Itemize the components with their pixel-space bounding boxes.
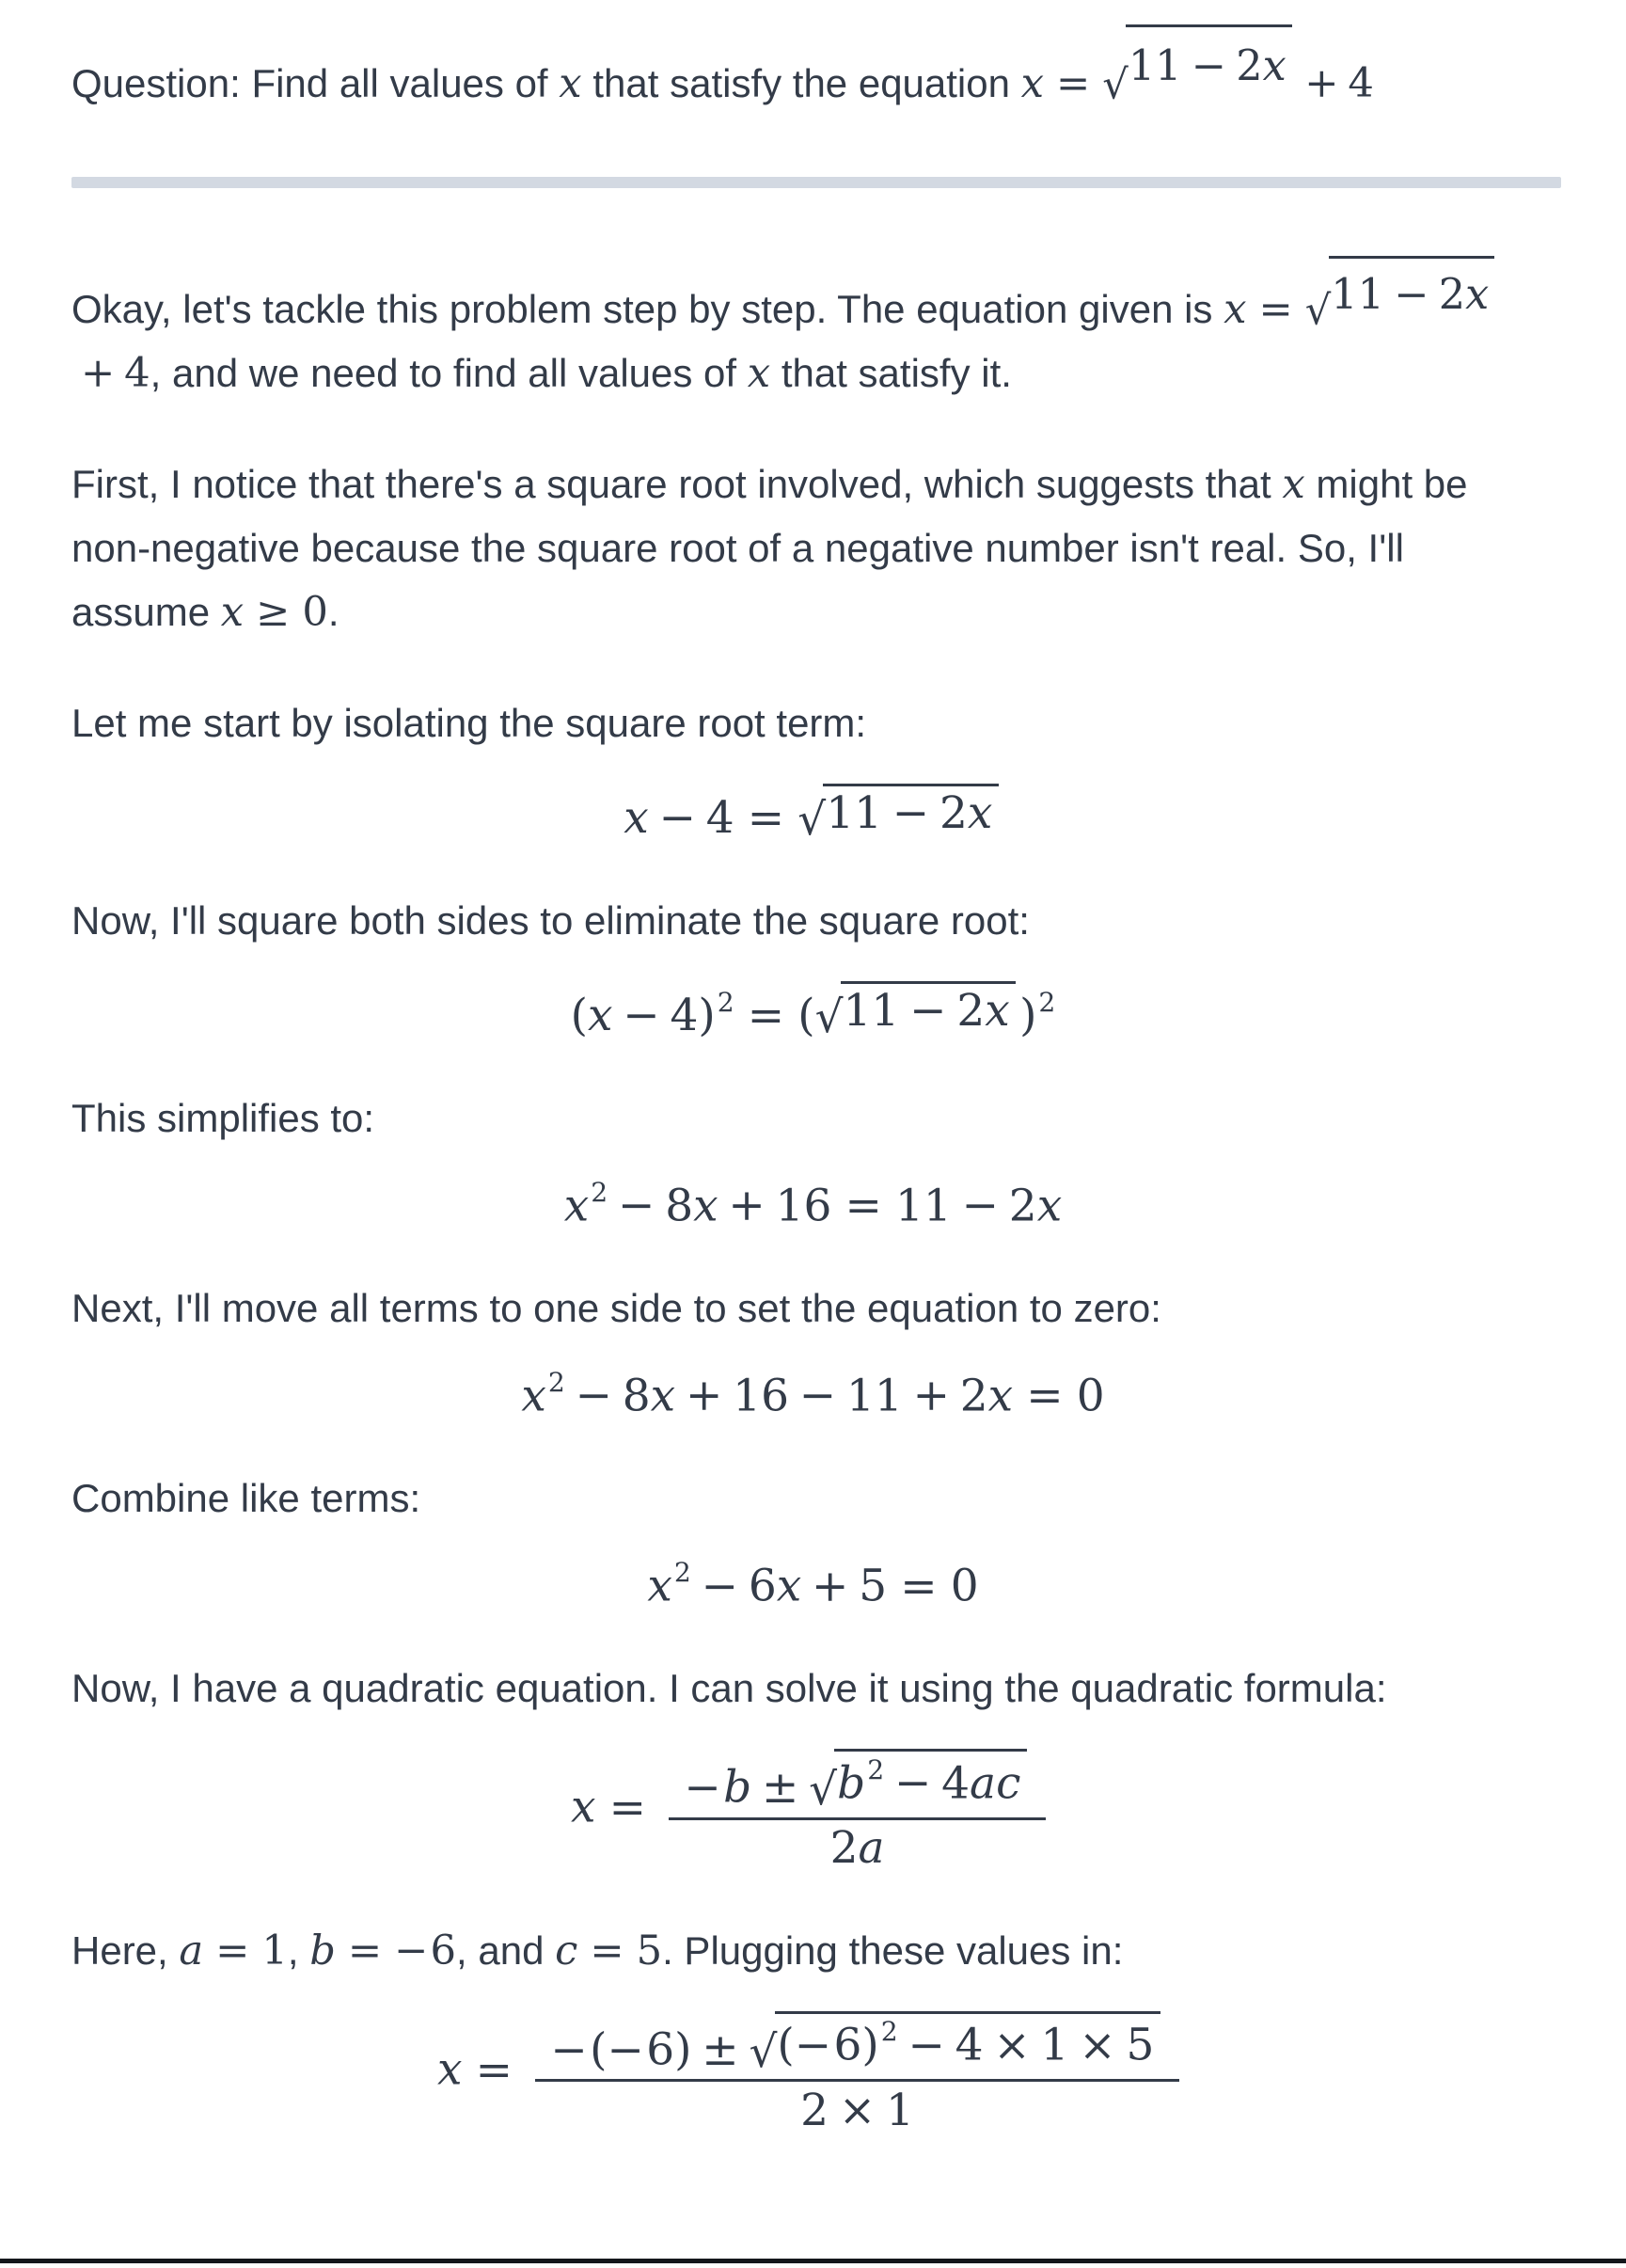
text-run: Next, I'll move all terms to one side to set the equation to zero: [71,1286,1161,1331]
math-number: 2 [1438,270,1466,320]
radicand [841,981,1017,1038]
fraction [669,1749,1045,1875]
radical-sign: √ [814,991,844,1044]
text-run: that satisfy the equation [581,61,1021,106]
text-run: Okay, let's tackle this problem step by step. The equation given is [71,287,1224,332]
radical [814,981,1017,1044]
math-operator: − [658,792,696,845]
math-variable: b [309,1927,336,1975]
math-number: 4 [1348,60,1374,108]
math-variable: x [624,792,649,845]
math-operator: ± [702,2023,739,2076]
math-variable: x [1465,270,1490,320]
math-number: 6 [833,2019,862,2071]
math-variable: x [570,1781,596,1833]
fraction-denominator [800,2082,914,2137]
math-operator: = [590,1927,624,1975]
math-operator: − [684,1761,721,1814]
math-variable: a [970,1756,997,1809]
radicand [775,2011,1160,2069]
text-run: Question: Find all values of [71,61,560,106]
math-operator: = [608,1781,646,1833]
fraction [535,2011,1178,2137]
math-operator: = [747,990,785,1042]
math-number: 11 [1128,40,1182,90]
math-operator: − [893,1756,932,1809]
math-operator: ± [761,1761,799,1814]
radical-sign: √ [1102,61,1129,109]
math-variable: x [985,985,1010,1038]
math-operator: = [1026,1370,1064,1422]
math-operator: − [909,985,947,1038]
radicand [823,784,999,840]
math-operator: = [215,1927,250,1975]
math-delimiter: ) [698,990,716,1042]
math-number: 2 [829,1822,859,1875]
display-equation [0,981,1626,1044]
math-number: 2 [1236,40,1263,90]
math-number: 8 [665,1180,694,1232]
display-equation [0,1177,1626,1232]
math-variable: x [1036,1180,1063,1232]
radical-sign: √ [1304,287,1332,335]
math-operator: = [475,2043,513,2096]
math-variable: x [220,589,245,637]
fraction-numerator [535,2011,1178,2082]
paragraph [71,889,1504,953]
math-variable: x [563,1180,590,1232]
bottom-edge-line [0,2259,1626,2263]
text-run: that satisfy it. [770,351,1012,396]
math-number: 2 [1008,1180,1037,1232]
math-variable: x [1223,286,1247,334]
math-variable: x [437,2043,463,2096]
radicand [1126,24,1292,102]
math-variable: x [747,350,771,398]
solution-blocks [71,256,1504,2137]
math-number: 11 [1331,270,1384,320]
math-operator: − [798,1370,837,1422]
math-number: 1 [261,1927,288,1975]
paragraph [71,256,1504,405]
text-run: First, I notice that there's a square root involved, which suggests that [71,462,1283,507]
radical-sign: √ [809,1763,838,1816]
math-number: 4 [941,1756,971,1809]
display-equation [0,784,1626,847]
math-operator: + [1304,60,1339,108]
math-variable: x [521,1370,546,1422]
math-operator: + [912,1370,950,1422]
math-number: 2 [959,1370,988,1422]
math-operator: − [1191,40,1227,90]
text-run: . Plugging these values in: [662,1928,1124,1974]
math-variable: x [1020,60,1045,108]
math-variable: a [179,1927,204,1975]
math-operator: + [80,350,116,398]
math-superscript: 2 [1038,986,1056,1018]
display-equation [0,2011,1626,2137]
math-number: 1 [1040,2019,1069,2071]
fraction-denominator [829,1820,885,1875]
radical [1304,256,1495,335]
math-operator: × [993,2019,1031,2071]
math-operator: − [575,1370,612,1422]
math-number: 2 [939,787,968,840]
math-delimiter: ( [777,2019,795,2071]
math-delimiter: ) [674,2023,692,2076]
math-variable: a [858,1822,885,1875]
text-run: Here, [71,1928,180,1974]
math-number: 8 [622,1370,651,1422]
text-run: , and [456,1928,556,1974]
text-run: Let me start by isolating the square root term: [71,701,867,746]
math-variable: x [587,990,613,1042]
math-number: 5 [1126,2019,1155,2071]
math-number: 4 [705,792,734,845]
math-operator: = [1258,286,1293,334]
math-superscript: 2 [880,2016,898,2048]
math-variable: b [837,1756,866,1809]
text-run: . [327,590,339,635]
math-variable: c [996,1756,1021,1809]
math-variable: b [723,1761,752,1814]
math-number: 0 [302,589,328,637]
fraction-numerator [669,1749,1045,1819]
radicand [1329,256,1495,327]
math-variable: x [1262,40,1287,90]
radical-sign: √ [749,2025,778,2078]
math-operator: = [845,1180,882,1232]
math-number: 11 [826,787,882,840]
math-number: 6 [646,2023,675,2076]
math-variable: x [1282,461,1305,509]
math-operator: − [618,1180,655,1232]
radical [809,1749,1027,1816]
math-superscript: 2 [591,1177,608,1209]
math-variable: x [693,1180,718,1232]
math-number: 11 [843,985,900,1038]
display-equation [0,1749,1626,1875]
radicand [834,1749,1027,1809]
text-run: , [287,1928,310,1974]
text-run: , and we need to find all values of [150,351,748,396]
math-number: 16 [733,1370,789,1422]
math-variable: x [967,787,993,840]
math-number: 0 [950,1560,979,1612]
math-superscript: 2 [867,1753,885,1785]
math-variable: x [559,60,582,108]
math-delimiter: ( [570,990,588,1042]
math-number: 5 [636,1927,663,1975]
paragraph [71,1467,1504,1531]
paragraph [71,691,1504,755]
math-operator: − [623,990,660,1042]
radical [1102,24,1292,109]
math-variable: x [987,1370,1014,1422]
section-divider [71,177,1561,188]
paragraph [71,1086,1504,1150]
display-equation [0,1367,1626,1422]
math-operator: − [550,2023,588,2076]
math-number: 16 [775,1180,832,1232]
math-number: 6 [748,1560,777,1612]
math-operator: = [747,792,785,845]
math-operator: = [900,1560,938,1612]
math-delimiter: ) [1019,990,1037,1042]
radical [749,2011,1160,2078]
radical [797,784,999,847]
math-delimiter: ( [797,990,815,1042]
math-operator: ≥ [256,589,291,637]
math-operator: + [812,1560,849,1612]
math-operator: + [685,1370,723,1422]
math-operator: − [1394,270,1429,320]
paragraph [71,1919,1504,1983]
math-delimiter: ) [861,2019,879,2071]
math-delimiter: ( [590,2023,608,2076]
math-number: 2 [800,2085,829,2137]
math-number: 0 [1076,1370,1105,1422]
math-operator: = [347,1927,383,1975]
math-operator: + [728,1180,766,1232]
question-line [71,24,1504,119]
text-run: This simplifies to: [71,1096,375,1141]
radical-sign: √ [797,794,827,847]
text-run: might be non-negative because the square root of a negative number isn't real. So, I'll assume [71,462,1468,635]
math-operator: − [892,787,930,840]
text-run: Now, I have a quadratic equation. I can solve it using the quadratic formula: [71,1666,1387,1711]
math-superscript: 2 [717,986,734,1018]
math-variable: c [555,1927,578,1975]
math-operator: = [1056,60,1091,108]
math-operator: × [1079,2019,1116,2071]
math-operator: − [961,1180,999,1232]
math-operator: × [838,2085,876,2137]
math-number: 4 [124,350,150,398]
paragraph [71,452,1504,644]
math-variable: x [650,1370,676,1422]
display-equation [0,1559,1626,1610]
text-run: Combine like terms: [71,1476,421,1521]
math-number: 2 [956,985,986,1038]
math-number: 6 [430,1927,457,1975]
math-operator: − [607,2023,644,2076]
text-run: Now, I'll square both sides to eliminate the square root: [71,898,1030,944]
math-superscript: 2 [673,1557,691,1589]
math-variable: x [647,1560,672,1612]
paragraph [71,1657,1504,1721]
math-number: 4 [955,2019,984,2071]
math-number: 11 [895,1180,952,1232]
math-number: 1 [886,2085,914,2137]
math-number: 11 [845,1370,903,1422]
math-superscript: 2 [547,1367,565,1399]
math-operator: − [701,1560,739,1612]
math-variable: x [776,1560,802,1612]
math-operator: − [794,2019,832,2071]
math-number: 5 [859,1560,888,1612]
math-number: 4 [670,990,699,1042]
paragraph [71,1277,1504,1340]
math-operator: − [908,2019,945,2071]
math-operator: − [394,1927,429,1975]
